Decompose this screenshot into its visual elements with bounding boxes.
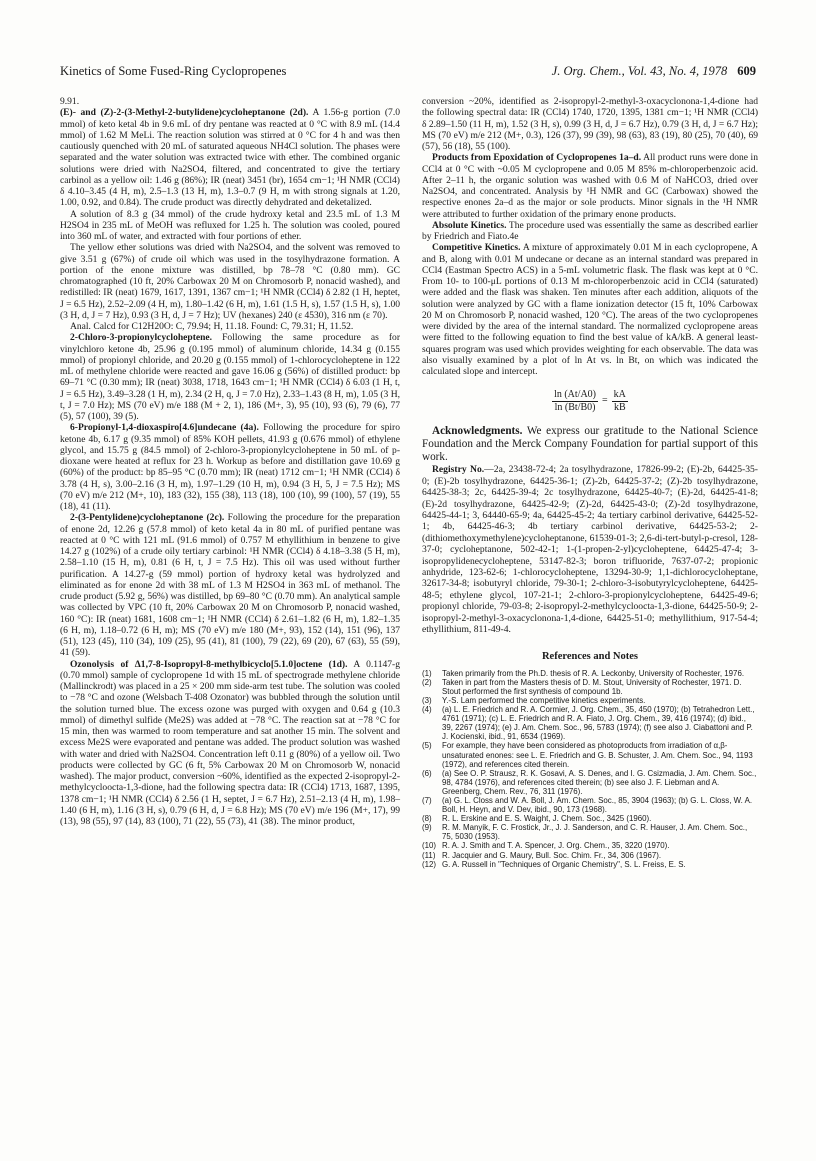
acknowledgments xyxy=(422,425,758,465)
journal-citation xyxy=(552,64,756,79)
acknowledgments-heading: Acknowledgments. xyxy=(432,424,523,437)
reference-number: (1) xyxy=(422,668,432,678)
equation-rhs-numerator: kA xyxy=(613,389,626,401)
reference-text: R. L. Erskine and E. S. Waight, J. Chem. Soc., 3425 (1960). xyxy=(442,814,652,824)
reference-item xyxy=(422,705,758,741)
page-number: 609 xyxy=(737,64,756,78)
reference-item xyxy=(422,823,758,841)
reference-text: Y.-S. Lam performed the competitive kinetics experiments. xyxy=(442,695,646,705)
reference-text: (a) See O. P. Strausz, R. K. Gosavi, A. S. Denes, and I. G. Csizmadia, J. Am. Chem. Soc., 98, 4784 (1976), and references cited therein; (b) see also J. F. Liebman and A. Greenberg, Chem. Rev., 76, 311 (1976). xyxy=(442,768,757,796)
equation-lhs-numerator: ln (At/A0) xyxy=(554,389,597,401)
right-column-paragraph xyxy=(422,242,758,377)
paragraph-heading: 2-(3-Pentylidene)cycloheptanone (2c). xyxy=(70,512,225,524)
left-column-paragraph xyxy=(60,96,400,107)
reference-text: (a) G. L. Closs and W. A. Boll, J. Am. Chem. Soc., 85, 3904 (1963); (b) G. L. Closs, W. A. Boll, H. Heyn, and V. Dev, ibid., 90, 173 (1968). xyxy=(442,796,753,815)
paragraph-text: Following the same procedure as for vinylchloro ketone 4b, 25.96 g (0.195 mmol) of aluminum chloride, 14.34 g (0.155 mmol) of propionyl chloride, and 20.20 g (0.155 mmol) of 1-chlorocycloheptene in 122 mL of methylene chloride were reacted and gave 16.06 g (56%) of distilled product: bp 69–71 °C (0.30 mm); IR (neat) 3038, 1718, 1643 cm−1; ¹H NMR (CCl4) δ 6.03 (1 H, t, J = 6.5 Hz), 3.49–3.28 (1 H, m), 2.34 (2 H, q, J = 7.0 Hz), 2.33–1.43 (8 H, m), 1.05 (3 H, t, J = 7.0 Hz); MS (70 eV) m/e 188 (M + 2, 1), 186 (M+, 3), 95 (10), 93 (6), 79 (6), 77 (5), 57 (100), 39 (5). xyxy=(60,332,400,422)
paragraph-heading: Competitive Kinetics. xyxy=(432,242,521,254)
equation-equals: = xyxy=(602,395,608,407)
paragraph-heading: Products from Epoxidation of Cyclopropenes 1a–d. xyxy=(432,152,642,164)
kinetics-equation xyxy=(422,389,758,413)
reference-text: Taken primarily from the Ph.D. thesis of R. A. Leckonby, University of Rochester, 1976. xyxy=(442,668,745,678)
paragraph-text: A solution of 8.3 g (34 mmol) of the crude hydroxy ketal and 23.5 mL of 1.3 M H2SO4 in 235 mL of MeOH was refluxed for 1.25 h. The solution was cooled, poured into 360 mL of water, and extracted with four portions of ether. xyxy=(60,208,400,242)
paragraph-text: Following the procedure for the preparation of enone 2d, 12.26 g (57.8 mmol) of keto ketal 4a in 80 mL of purified pentane was reacted at 0 °C with 121 mL (91.6 mmol) of 0.757 M ethyllithium in benzene to give 14.27 g (102%) of a crude oily tertiary carbinol: ¹H NMR (CCl4) δ 4.18–3.38 (5 H, m), 2.58–1.10 (15 H, m), 0.81 (6 H, t, J = 7.5 Hz). This oil was used without further purification. A 14.27-g (59 mmol) portion of hydroxy ketal was hydrolyzed and eliminated as for enone 2d with 38 mL of 1.3 M H2SO4 in 363 mL of methanol. The crude product (5.92 g, 56%) was distilled, bp 69–80 °C (0.70 mm). An analytical sample was collected by VPC (10 ft, 20% Carbowax 20 M on Chromosorb P, nonacid washed, 160 °C): IR (neat) 1681, 1608 cm−1; ¹H NMR (CCl4) δ 2.61–1.82 (6 H, m), 1.82–1.35 (6 H, m), 1.18–0.72 (6 H, m); MS (70 eV) m/e 180 (M+, 93), 152 (14), 151 (96), 137 (51), 123 (45), 110 (34), 109 (25), 95 (41), 81 (100), 79 (22), 69 (20), 67 (63), 55 (59), 41 (59). xyxy=(60,512,400,659)
acknowledgments-text: We express our gratitude to the National Science Foundation and the Merck Company Foundation for partial support of this work. xyxy=(422,424,758,464)
reference-item xyxy=(422,741,758,768)
left-column-paragraph xyxy=(60,332,400,422)
reference-number: (4) xyxy=(422,705,432,715)
equation-rhs-denominator: kB xyxy=(613,401,626,413)
reference-text: R. Jacquier and G. Maury, Bull. Soc. Chim. Fr., 34, 306 (1967). xyxy=(442,850,662,860)
paragraph-text: conversion ~20%, identified as 2-isopropyl-2-methyl-3-oxacyclononа-1,4-dione had the following spectral data: IR (CCl4) 1740, 1720, 1395, 1381 cm−1; ¹H NMR (CCl4) δ 2.89–1.50 (11 H, m), 1.52 (3 H, s), 0.99 (3 H, d, J = 6.7 Hz), 0.79 (3 H, d, J = 6.7 Hz); MS (70 eV) m/e 212 (M+, 0.3), 126 (37), 99 (39), 98 (63), 83 (19), 80 (25), 70 (40), 69 (57), 56 (18), 55 (100). xyxy=(422,96,758,152)
paragraph-text: Anal. Calcd for C12H20O: C, 79.94; H, 11.18. Found: C, 79.31; H, 11.52. xyxy=(70,321,354,332)
reference-text: R. M. Manyik, F. C. Frostick, Jr., J. J. Sanderson, and C. R. Hauser, J. Am. Chem. Soc., 75, 5030 (1953). xyxy=(442,823,748,842)
reference-number: (12) xyxy=(422,859,437,869)
paragraph-text: A mixture of approximately 0.01 M in each cyclopropene, A and B, along with 0.01 M undecane or decane as an internal standard was prepared in CCl4 (Eastman Spectro ACS) in a 5-mL volumetric flask. The flask was kept at 0 °C. From 10- to 100-μL portions of 0.13 M m-chloroperbenzoic acid in CCl4 (saturated) were added and the flask was shaken. Ten minutes after each addition, aliquots of the solution were analyzed by GC with a flame ionization detector (15 ft, 10% Carbowax 20 M on Chromosorb P, nonacid washed, 120 °C). The areas of the two cyclopropenes were divided by the area of the internal standard. The normalized cyclopropene areas were fitted to the following equation to find the best value of kA/kB. A general least-squares program was used which provides weighting for each observable. The data was also visually examined by a plot of ln At vs. ln Bt, on which was indicated the calculated slope and intercept. xyxy=(422,242,758,377)
right-column-paragraphs xyxy=(422,96,758,377)
reference-item xyxy=(422,769,758,796)
reference-number: (8) xyxy=(422,814,432,824)
reference-item xyxy=(422,851,758,860)
reference-number: (6) xyxy=(422,768,432,778)
paragraph-text: The procedure used was essentially the same as described earlier by Friedrich and Fiato.4e xyxy=(422,219,758,242)
reference-item xyxy=(422,814,758,823)
paragraph-text: 9.91. xyxy=(60,96,80,107)
registry-text: —2a, 23438-72-4; 2a tosylhydrazone, 17826-99-2; (E)-2b, 64425-35-0; (E)-2b tosylhydrazone, 64425-36-1; (Z)-2b, 64425-37-2; (Z)-2b tosylhydrazone, 64425-38-3; 2c, 64425-39-4; 2c tosylhydrazone, 64425-40-7; (E)-2d, 64425-41-8; (E)-2d tosylhydrazone, 64425-42-9; (Z)-2d, 64425-43-0; (Z)-2d tosylhydrazone, 64425-44-1; 3, 64440-65-9; 4a, 64425-45-2; 4a tertiary carbinol derivative, 64425-52-1; 4b, 64425-46-3; 4b tertiary carbinol derivative, 64425-53-2; 2-(dithiomethoxymethylene)cycloheptanone, 61539-01-3; 2,6-di-tert-butyl-p-cresol, 128-37-0; cycloheptanone, 502-42-1; 1-(1-propen-2-yl)cycloheptene, 64425-47-4; 3-isopropylidenecycloheptene, 53147-82-3; boron trifluoride, 7637-07-2; propionic anhydride, 123-62-6; 1-chlorocycloheptene, 13294-30-9; 1,1-dichlorocycloheptane, 32617-34-8; isobutyryl chloride, 79-30-1; 2-chloro-3-isobutyrylcycloheptene, 64425-48-5; ethylene glycol, 107-21-1; 2-chloro-3-propionylcycloheptene, 64425-49-6; propionyl chloride, 79-03-8; 2-isopropyl-2-methylcyclooctа-1,3-dione, 64425-50-9; 2-isopropyl-2-methyl-3-oxacyclononа-1,4-dione, 64425-51-0; methyllithium, 917-54-4; ethyllithium, 811-49-4. xyxy=(422,464,758,636)
reference-number: (9) xyxy=(422,823,432,833)
left-column-paragraph xyxy=(60,512,400,658)
right-column-paragraph xyxy=(422,220,758,243)
left-column-paragraph xyxy=(60,209,400,243)
journal-info: J. Org. Chem., Vol. 43, No. 4, 1978 xyxy=(551,64,728,78)
reference-number: (11) xyxy=(422,850,436,860)
reference-item xyxy=(422,669,758,678)
reference-number: (5) xyxy=(422,741,432,751)
paragraph-heading: Absolute Kinetics. xyxy=(432,219,507,231)
left-column-paragraph xyxy=(60,107,400,208)
left-column-paragraph xyxy=(60,242,400,321)
paragraph-text: The yellow ether solutions was dried with Na2SO4, and the solvent was removed to give 3.51 g (67%) of crude oil which was used in the tosylhydrazone formation. A portion of the enone mixture was distilled, bp 78–78 °C (0.80 mm). GC chromatographed (10 ft, 20% Carbowax 20 M on Chromosorb P, nonacid washed), and redistilled: IR (neat) 1679, 1617, 1391, 1367 cm−1; ¹H NMR (CCl4) δ 2.82 (1 H, heptet, J = 6.5 Hz), 2.52–2.09 (4 H, m), 1.80–1.42 (6 H, m), 1.61 (1.5 H, s), 1.57 (1.5 H, s), 1.00 (3 H, d, J = 7 Hz), 0.93 (3 H, d, J = 7 Hz); UV (hexanes) 240 (ε 4530), 316 nm (ε 70). xyxy=(60,242,400,321)
right-column xyxy=(422,96,758,869)
paragraph-text: A 0.1147-g (0.70 mmol) sample of cyclopropene 1d with 15 mL of spectrograde methylene chloride (Mallinckrodt) was placed in a 25 × 200 mm side-arm test tube. The solution was cooled to −78 °C and ozone (Welsbach T-408 Ozonator) was bubbled through the solution until the solution turned blue. The excess ozone was purged with oxygen and 0.64 g (10.3 mmol) of dimethyl sulfide (Me2S) was added at −78 °C. The reaction sat at −78 °C for 15 min, then was warmed to room temperature and sat another 15 min. The solvent and excess Me2S were evaporated and pentane was added. The product solution was washed with water and dried with Na2SO4. Concentration left 0.11 g (80%) of a yellow oil. Two products were collected by GC (6 ft, 5% Carbowax 20 M on Chromosorb W, nonacid washed). The major product, conversion ~60%, identified as the expected 2-isopropyl-2-methylcyclooctа-1,3-dione, had the following spectra data: IR (CCl4) 1713, 1687, 1395, 1378 cm−1; ¹H NMR (CCl4) δ 2.56 (1 H, septet, J = 6.7 Hz), 2.51–2.13 (4 H, m), 1.98–1.40 (6 H, m), 1.16 (3 H, s), 0.79 (6 H, d, J = 6.8 Hz); MS (70 eV) m/e 196 (M+, 17), 99 (13), 98 (55), 97 (14), 83 (100), 71 (22), 55 (73), 41 (38). The minor product, xyxy=(60,658,401,827)
reference-item xyxy=(422,678,758,696)
paragraph-text: Following the procedure for spiro ketone 4b, 6.17 g (9.35 mmol) of 85% KOH pellets, 41.93 g (0.676 mmol) of ethylene glycol, and 15.75 g (84.5 mmol) of 2-chloro-3-propionylcycloheptene in 50 mL of p-dioxane were heated at reflux for 23 h. Workup as before and distillation gave 10.69 g (60%) of the product: bp 85–95 °C (0.70 mm); IR (neat) 1712 cm−1; ¹H NMR (CCl4) δ 3.78 (4 H, s), 3.00–2.16 (3 H, m), 1.97–1.29 (10 H, m), 0.94 (3 H, 5, J = 7.5 Hz); MS (70 eV) m/e 212 (M+, 10), 183 (32), 155 (38), 113 (18), 100 (10), 99 (100), 57 (19), 55 (18), 41 (11). xyxy=(60,422,400,512)
reference-number: (2) xyxy=(422,677,432,687)
equation-lhs xyxy=(552,389,598,413)
reference-text: For example, they have been considered as photoproducts from irradiation of α,β-unsaturated enones: see L. E. Friedrich and G. B. Schuster, J. Am. Chem. Soc., 94, 1193 (1972), and references cited therein. xyxy=(442,741,753,769)
references-list xyxy=(422,669,758,869)
reference-item xyxy=(422,841,758,850)
right-column-paragraph xyxy=(422,152,758,220)
reference-number: (3) xyxy=(422,695,432,705)
left-column-paragraph xyxy=(60,659,400,828)
right-column-paragraph xyxy=(422,96,758,152)
equation-rhs xyxy=(612,389,628,413)
paragraph-text: All product runs were done in CCl4 at 0 °C with ~0.05 M cyclopropene and 0.05 M 85% m-chloroperbenzoic acid. After 2–11 h, the organic solution was washed with 0.6 M of NaHCO3, dried over Na2SO4, and concentrated. Analysis by ¹H NMR and GC (Carbowax) showed the respective enones 2a–d as the major or sole products. Minor signals in the ¹H NMR were attributed to further oxidation of the primary enone products. xyxy=(422,152,758,220)
equation-lhs-denominator: ln (Bt/B0) xyxy=(554,401,596,413)
registry-numbers xyxy=(422,464,758,635)
paragraph-heading: Ozonolysis of Δ1,7-8-Isopropyl-8-methylbicyclo[5.1.0]octene (1d). xyxy=(70,658,348,670)
paragraph-text: A 1.56-g portion (7.0 mmol) of keto ketal 4b in 9.6 mL of dry pentane was reacted at 0 °C with 8.9 mL (14.4 mmol) of 1.62 M MeLi. The reaction solution was stirred at 0 °C for 4 h and was then cautiously quenched with 20 mL of saturated aqueous NH4Cl solution. The phases were separated and the water solution was extracted twice with ether. The combined organic solutions were dried with Na2SO4, filtered, and concentrated to give the tertiary carbinol as a yellow oil: 1.46 g (86%); IR (neat) 3451 (br), 1654 cm−1; ¹H NMR (CCl4) δ 4.10–3.45 (4 H, m), 2.5–1.3 (13 H, m), 1.3–0.7 (9 H, m with strong signals at 1.20, 1.00, 0.92, and 0.84). The crude product was directly dehydrated and deketalized. xyxy=(60,107,400,209)
paragraph-heading: 6-Propionyl-1,4-dioxaspiro[4.6]undecane (4a). xyxy=(70,422,259,434)
registry-heading: Registry No. xyxy=(432,464,485,476)
reference-text: Taken in part from the Masters thesis of D. M. Stout, University of Rochester, 1971. D. Stout performed the first synthesis of compound 1b. xyxy=(442,677,742,696)
reference-item xyxy=(422,796,758,814)
paragraph-heading: 2-Chloro-3-propionylcycloheptene. xyxy=(70,332,213,344)
running-header xyxy=(60,64,756,82)
reference-text: R. A. J. Smith and T. A. Spencer, J. Org. Chem., 35, 3220 (1970). xyxy=(442,841,670,851)
running-title: Kinetics of Some Fused-Ring Cyclopropenes xyxy=(60,64,287,78)
reference-number: (7) xyxy=(422,796,432,806)
left-column-paragraph xyxy=(60,321,400,332)
left-column-paragraph xyxy=(60,422,400,512)
reference-text: G. A. Russell in "Techniques of Organic Chemistry", S. L. Freiss, E. S. xyxy=(442,859,686,869)
references-heading: References and Notes xyxy=(541,651,639,663)
left-column xyxy=(60,96,400,827)
paragraph-heading: (E)- and (Z)-2-(3-Methyl-2-butylidene)cycloheptanone (2d). xyxy=(60,107,309,119)
reference-text: (a) L. E. Friedrich and R. A. Cormier, J. Org. Chem., 35, 450 (1970); (b) Tetrahedron Lett., 4761 (1971); (c) L. E. Friedrich and R. A. Fiato, J. Org. Chem., 39, 416 (1974); (d) ibid., 39, 2267 (1974); (e) J. Am. Chem. Soc., 96, 5783 (1974); (f) see also J. Ciabattoni and P. J. Kocienski, ibid., 91, 6534 (1969). xyxy=(442,705,755,742)
reference-item xyxy=(422,696,758,705)
reference-number: (10) xyxy=(422,841,437,851)
reference-item xyxy=(422,860,758,869)
